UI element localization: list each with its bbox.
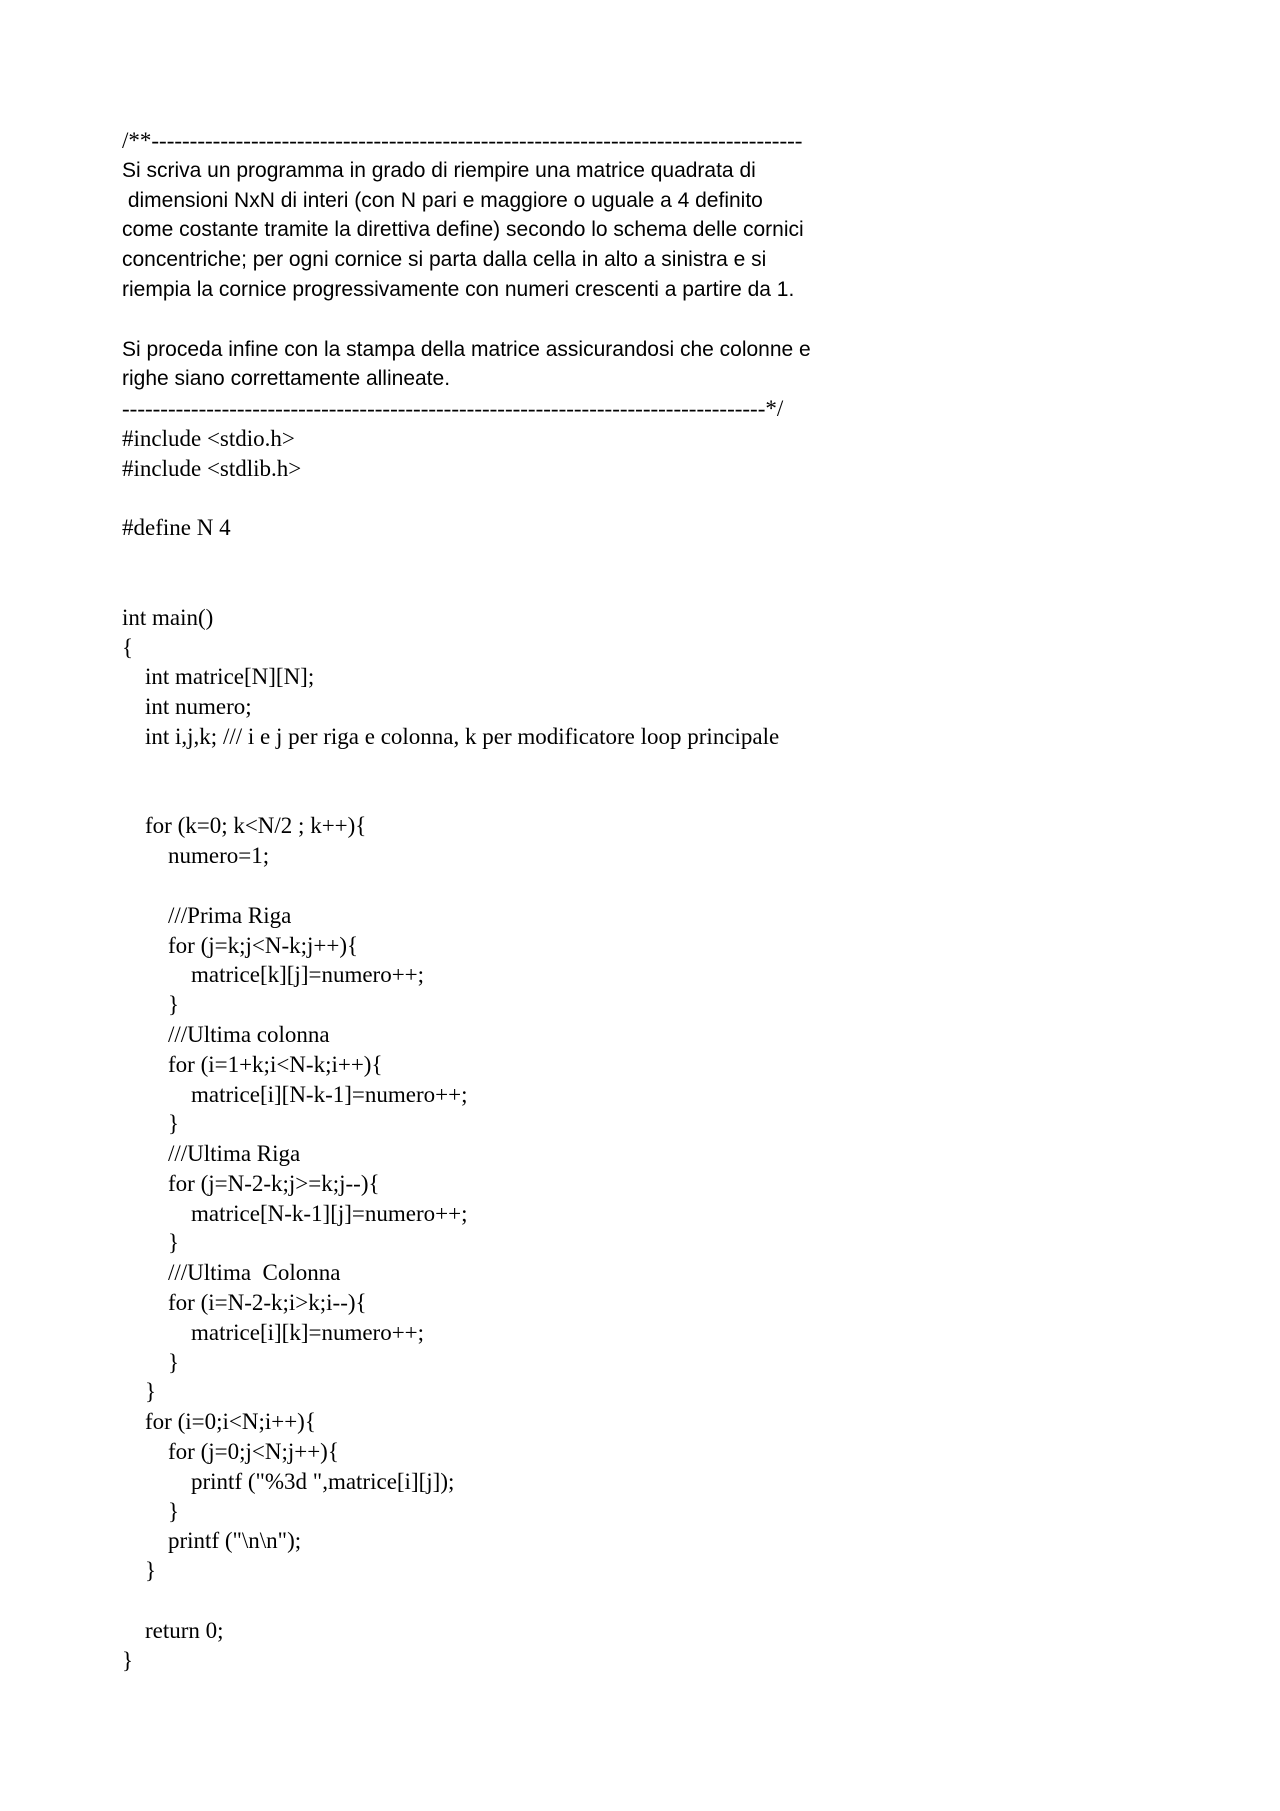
code-line: int main() bbox=[122, 604, 214, 630]
description-line: concentriche; per ogni cornice si parta dalla cella in alto a sinistra e si bbox=[122, 248, 767, 272]
code-line: } bbox=[122, 1379, 157, 1405]
description-line: come costante tramite la direttiva define) secondo lo schema delle cornici bbox=[122, 218, 804, 242]
code-line: ///Prima Riga bbox=[122, 902, 292, 928]
code-line: } bbox=[122, 1498, 180, 1524]
blank-line bbox=[122, 871, 1162, 901]
comment-open-line: /**------------------------------------------------------------------------------------- bbox=[122, 128, 803, 153]
code-line: int i,j,k; /// i e j per riga e colonna, k per modificatore loop principale bbox=[122, 723, 780, 749]
code-line: return 0; bbox=[122, 1617, 224, 1643]
blank-line bbox=[122, 782, 1162, 812]
code-line: for (j=0;j<N;j++){ bbox=[122, 1439, 339, 1465]
code-line: for (i=0;i<N;i++){ bbox=[122, 1409, 316, 1435]
code-line: } bbox=[122, 1230, 180, 1256]
code-line: } bbox=[122, 1558, 157, 1584]
description-line: Si proceda infine con la stampa della matrice assicurandosi che colonne e bbox=[122, 337, 811, 361]
description-line: Si scriva un programma in grado di riempire una matrice quadrata di bbox=[122, 158, 756, 182]
code-line: ///Ultima colonna bbox=[122, 1021, 330, 1047]
code-line: matrice[k][j]=numero++; bbox=[122, 962, 425, 988]
code-line: #include <stdio.h> bbox=[122, 425, 295, 451]
code-line: int numero; bbox=[122, 694, 252, 720]
blank-line bbox=[122, 752, 1162, 782]
code-line: } bbox=[122, 1349, 180, 1375]
code-line: ///Ultima Riga bbox=[122, 1141, 301, 1167]
code-line: matrice[i][N-k-1]=numero++; bbox=[122, 1081, 468, 1107]
code-line: for (k=0; k<N/2 ; k++){ bbox=[122, 813, 367, 839]
blank-line bbox=[122, 573, 1162, 603]
code-line: matrice[i][k]=numero++; bbox=[122, 1319, 425, 1345]
code-line: for (j=N-2-k;j>=k;j--){ bbox=[122, 1170, 380, 1196]
code-line: } bbox=[122, 1647, 134, 1673]
comment-close-line: ------------------------------------------------------------------------------------*/ bbox=[122, 396, 784, 422]
code-line: #include <stdlib.h> bbox=[122, 455, 302, 481]
code-line: int matrice[N][N]; bbox=[122, 664, 315, 690]
code-line: #define N 4 bbox=[122, 515, 231, 541]
code-line: printf ("%3d ",matrice[i][j]); bbox=[122, 1468, 455, 1494]
code-line: for (j=k;j<N-k;j++){ bbox=[122, 932, 359, 958]
description-line: dimensioni NxN di interi (con N pari e maggiore o uguale a 4 definito bbox=[122, 188, 763, 212]
code-line: for (i=1+k;i<N-k;i++){ bbox=[122, 1051, 383, 1077]
code-line: } bbox=[122, 992, 180, 1018]
code-line: ///Ultima Colonna bbox=[122, 1260, 341, 1286]
blank-line bbox=[122, 1586, 1162, 1616]
blank-line bbox=[122, 543, 1162, 573]
code-line: matrice[N-k-1][j]=numero++; bbox=[122, 1200, 468, 1226]
document-text bbox=[122, 126, 1162, 1675]
blank-line bbox=[122, 305, 1162, 335]
blank-line bbox=[122, 484, 1162, 514]
code-line: { bbox=[122, 634, 134, 660]
code-line: } bbox=[122, 1111, 180, 1137]
code-line: printf ("\n\n"); bbox=[122, 1528, 302, 1554]
code-line: numero=1; bbox=[122, 843, 270, 869]
code-line: for (i=N-2-k;i>k;i--){ bbox=[122, 1290, 367, 1316]
description-line: riempia la cornice progressivamente con numeri crescenti a partire da 1. bbox=[122, 277, 795, 301]
description-line: righe siano correttamente allineate. bbox=[122, 367, 451, 391]
